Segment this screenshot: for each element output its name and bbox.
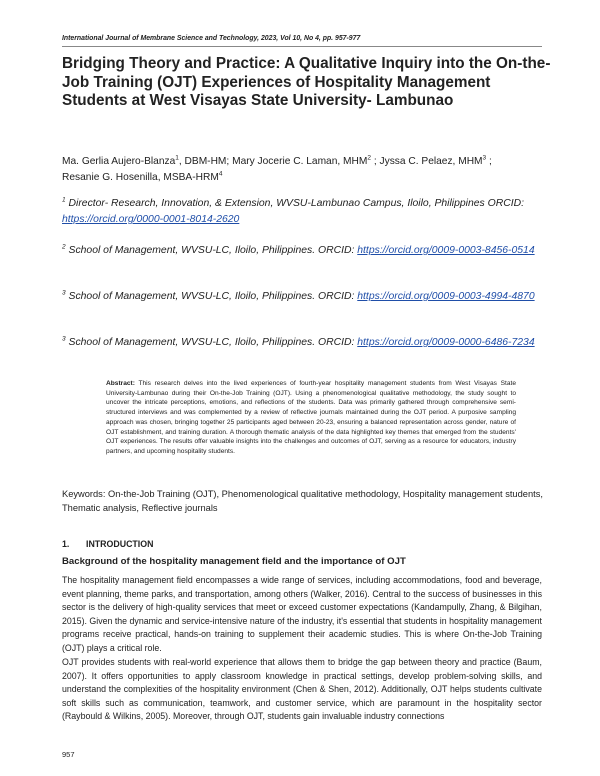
abstract-label: Abstract: [106, 380, 135, 387]
author-name: Mary Jocerie C. Laman, MHM [232, 156, 368, 167]
affiliation-4 [62, 335, 552, 351]
author-sup: 4 [218, 170, 223, 178]
paper-title: Bridging Theory and Practice: A Qualitative Inquiry into the On-the-Job Training (OJT) Experiences of Hospitality Management Students at West Visayas State University- Lambunao [62, 55, 551, 109]
author-sup: 1 [175, 154, 179, 162]
author-suffix: , DBM-HM; [178, 156, 233, 167]
abstract [106, 379, 516, 457]
body-paragraph: The hospitality management field encompasses a wide range of services, including accommodations, food and beverage, event planning, theme parks, and transportation, among others (Walker, 2016). Central to the success of businesses in this sector is the delivery of high-quality services that meet or exceed customer expectations (Kandampully, Zhang, & Bilgihan, 2015). Given the dynamic and service-intensive nature of the industry, it's essential that students in hospitality management programs receive practical, hands-on training to supplement their academic studies. This is where On-the-Job Training (OJT) plays a critical role. [62, 575, 542, 653]
affiliation-sup: 3 [62, 335, 66, 343]
section-title: INTRODUCTION [86, 539, 154, 549]
affiliation-text: Director- Research, Innovation, & Extension, WVSU-Lambunao Campus, Iloilo, Philippines ORCID: [65, 198, 524, 209]
affiliation-text: School of Management, WVSU-LC, Iloilo, Philippines. ORCID: [65, 337, 358, 348]
section-number: 1. [62, 539, 70, 549]
orcid-link[interactable]: https://orcid.org/0009-0003-4994-4870 [357, 291, 535, 302]
author-name: Jyssa C. Pelaez, MHM [379, 156, 483, 167]
header-rule [62, 46, 542, 47]
orcid-link[interactable]: https://orcid.org/0009-0003-8456-0514 [357, 245, 535, 256]
author-name: Ma. Gerlia Aujero-Blanza [62, 156, 176, 167]
author-list [62, 154, 562, 186]
journal-header: International Journal of Membrane Science and Technology, 2023, Vol 10, No 4, pp. 957-977 [62, 35, 361, 42]
affiliation-1 [62, 196, 552, 228]
body-paragraph: OJT provides students with real-world experience that allows them to bridge the gap between theory and practice (Baum, 2007). It offers opportunities to apply classroom knowledge in practical settings, develop problem-solving skills, and understand the complexities of the hospitality environment (Chen & Shen, 2012). Additionally, OJT helps students cultivate soft skills such as communication, teamwork, and customer service, which are paramount in the hospitality sector (Raybould & Wilkins, 2005). Moreover, through OJT, students gain invaluable industry connections [62, 657, 542, 722]
affiliation-text: School of Management, WVSU-LC, Iloilo, Philippines. ORCID: [65, 245, 358, 256]
author-suffix: ; [371, 156, 380, 167]
section-heading [62, 539, 153, 549]
subsection-heading: Background of the hospitality management field and the importance of OJT [62, 556, 406, 567]
abstract-text: This research delves into the lived experiences of fourth-year hospitality management students from West Visayas State University-Lambunao during their On-the-Job Training (OJT). Using a phenomenological qualitative methodology, the study sought to uncover the intricate perceptions, emotions, and reflections of the students. Data was primarily gathered through comprehensive semi-structured interviews and was complemented by a review of reflective journals maintained during the OJT period. A purposive sampling approach was chosen, bringing together 25 participants aged between 20-23, ensuring a balanced representation across gender, nature of OJT establishment, and training duration. A thorough thematic analysis of the data highlighted key themes that emerged from the students' OJT experiences. The results offer valuable insights into the challenges and outcomes of OJT, serving as a resource for educators, industry partners, and upcoming hospitality students. [106, 380, 516, 455]
author-name: Resanie G. Hosenilla, MSBA-HRM [62, 172, 219, 183]
orcid-link[interactable]: https://orcid.org/0009-0000-6486-7234 [357, 337, 535, 348]
author-suffix: ; [486, 156, 492, 167]
page-number: 957 [62, 750, 75, 759]
affiliation-text: School of Management, WVSU-LC, Iloilo, Philippines. ORCID: [65, 291, 358, 302]
keywords: Keywords: On-the-Job Training (OJT), Phenomenological qualitative methodology, Hospitality management students, Thematic analysis, Reflective journals [62, 489, 543, 513]
orcid-link[interactable]: https://orcid.org/0000-0001-8014-2620 [62, 214, 240, 225]
affiliation-sup: 3 [62, 289, 66, 297]
author-sup: 3 [482, 154, 487, 162]
affiliation-2 [62, 243, 552, 259]
affiliation-sup: 1 [62, 196, 66, 204]
author-sup: 2 [367, 154, 372, 162]
affiliation-3 [62, 289, 552, 305]
affiliation-sup: 2 [62, 243, 66, 251]
